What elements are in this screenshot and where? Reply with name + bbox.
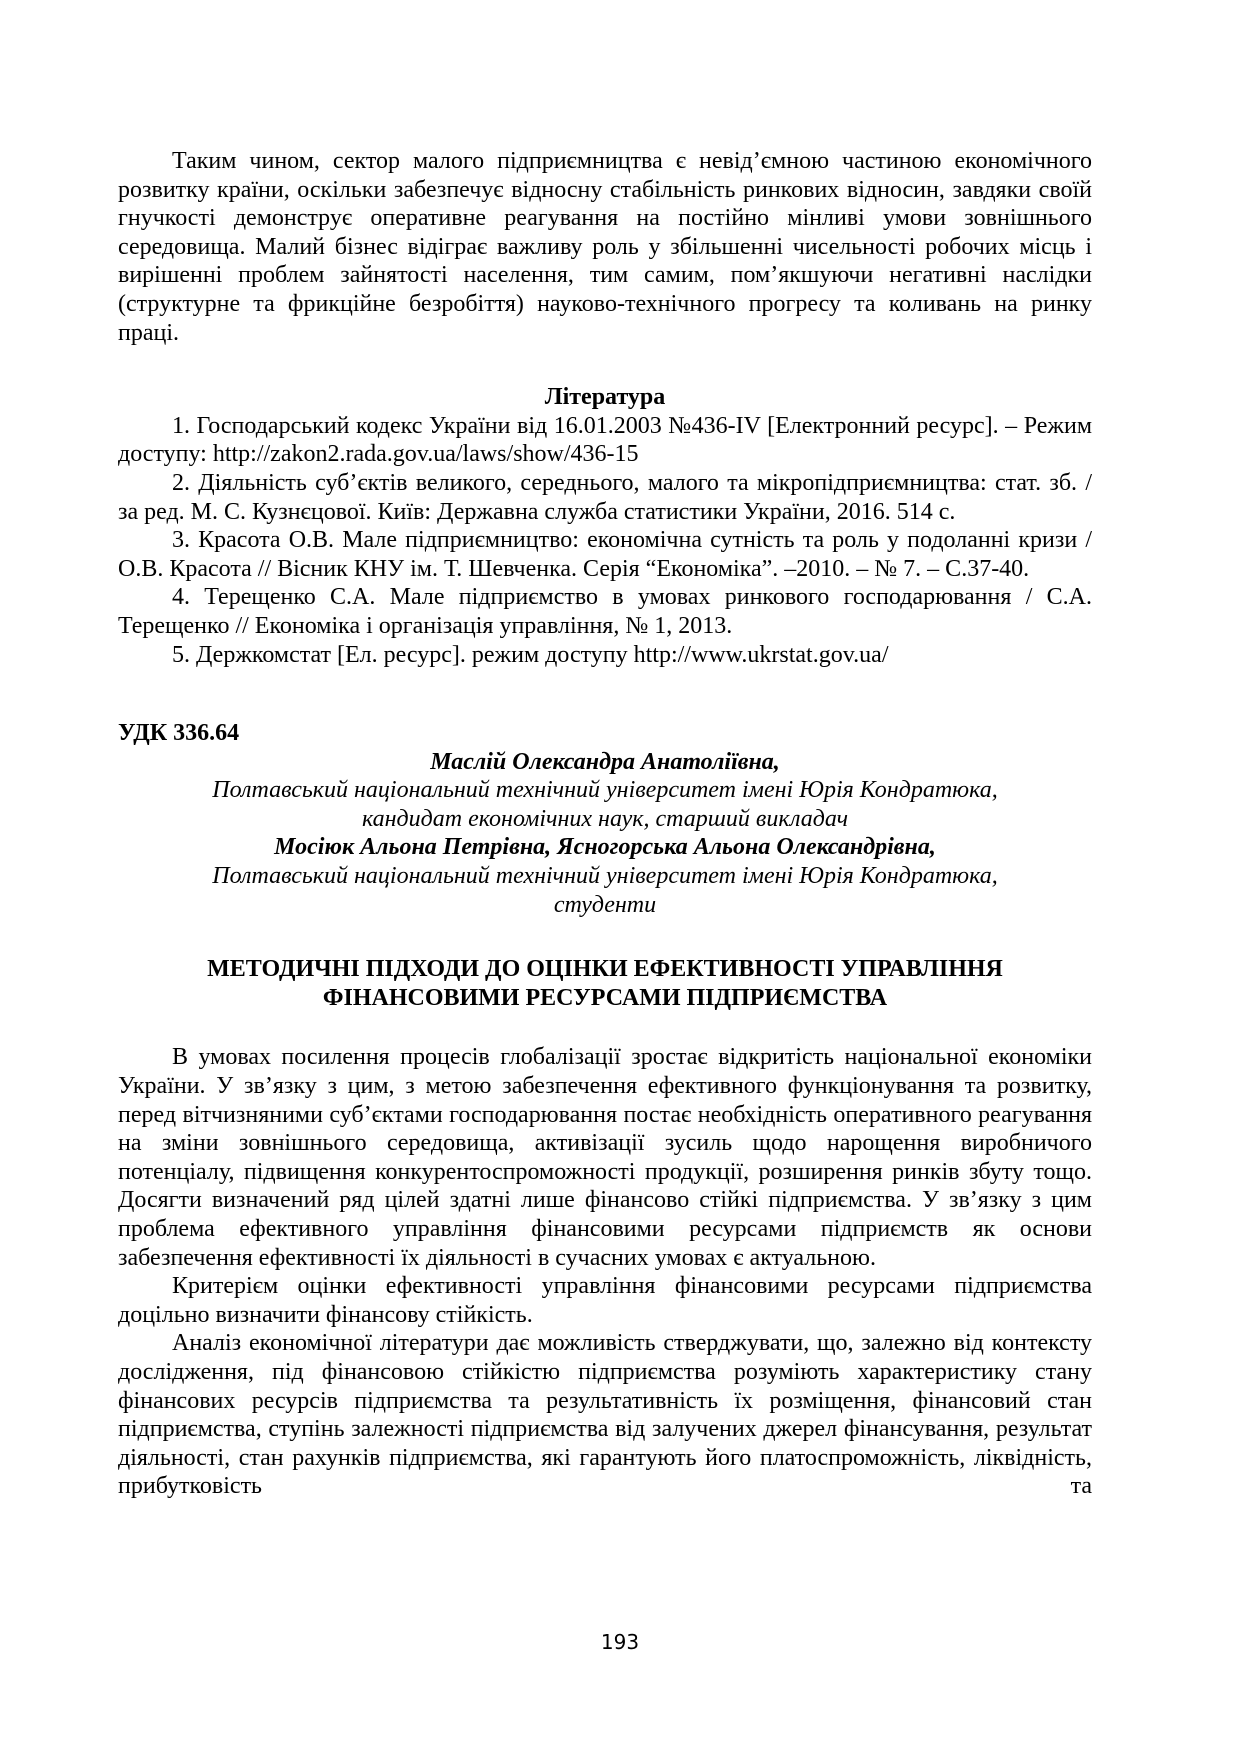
author-block: [118, 748, 1092, 920]
reference-item-4: 4. Терещенко С.А. Мале підприємство в умовах ринкового господарювання / С.А. Терещенко // Економіка і організація управління, № 1, 2013.: [118, 584, 1092, 639]
article-paragraph-3: Аналіз економічної літератури дає можливість стверджувати, що, залежно від контексту дослідження, під фінансовою стійкістю підприємства розуміють характеристику стану фінансових ресурсів підприємства та результативність їх розміщення, фінансовий стан підприємства, ступінь залежності підприємства від залучених джерел фінансування, результат діяльності, стан рахунків підприємства, які гарантують його платоспроможність, ліквідність, прибутковість та: [118, 1330, 1092, 1500]
article-paragraph-1: В умовах посилення процесів глобалізації зростає відкритість національної економіки України. У зв’язку з цим, з метою забезпечення ефективного функціонування та розвитку, перед вітчизняними суб’єктами господарювання постає необхідність оперативного реагування на зміни зовнішнього середовища, активізації зусиль щодо нарощення виробничого потенціалу, підвищення конкурентоспроможності продукції, розширення ринків збуту тощо. Досягти визначений ряд цілей здатні лише фінансово стійкі підприємства. У зв’язку з цим проблема ефективного управління фінансовими ресурсами підприємств як основи забезпечення ефективності їх діяльності в сучасних умовах є актуальною.: [118, 1044, 1092, 1271]
author-degree: кандидат економічних наук, старший викладач: [361, 805, 849, 832]
page-number: 193: [600, 1630, 640, 1654]
intro-paragraph: Таким чином, сектор малого підприємництва є невід’ємною частиною економічного розвитку країни, оскільки забезпечує відносну стабільність ринкових відносин, завдяки своїй гнучкості демонструє оперативне реагування на постійно мінливі умови зовнішнього середовища. Малий бізнес відіграє важливу роль у збільшенні чисельності робочих місць і вирішенні проблем зайнятості населення, тим самим, пом’якшуючи негативні наслідки (структурне та фрикційне безробіття) науково-технічного прогресу та коливань на ринку праці.: [118, 148, 1092, 346]
page-content: [118, 147, 1092, 1501]
author-name: Маслій Олександра Анатоліївна,: [430, 748, 780, 775]
reference-item-3: 3. Красота О.В. Мале підприємництво: економічна сутність та роль у подоланні кризи / О.В. Красота // Вісник КНУ ім. Т. Шевченка. Серія “Економіка”. –2010. – № 7. – С.37-40.: [118, 527, 1092, 582]
reference-item-2: 2. Діяльність суб’єктів великого, середнього, малого та мікропідприємництва: стат. зб. / за ред. М. С. Кузнєцової. Київ: Державна служба статистики України, 2016. 514 с.: [118, 469, 1092, 525]
reference-item-1: 1. Господарський кодекс України від 16.01.2003 №436-IV [Електронний ресурс]. – Режим доступу: http://zakon2.rada.gov.ua/laws/show/436-15: [118, 412, 1092, 468]
literature-heading: Література: [544, 384, 666, 411]
udk-code: УДК 336.64: [118, 720, 240, 747]
reference-item-5: 5. Держкомстат [Ел. ресурс]. режим доступу http://www.ukrstat.gov.ua/: [172, 641, 889, 668]
article-paragraph-2: Критерієм оцінки ефективності управління фінансовими ресурсами підприємства доцільно визначити фінансову стійкість.: [118, 1273, 1092, 1328]
author-name: Мосіюк Альона Петрівна, Ясногорська Альона Олександрівна,: [274, 834, 936, 861]
article-title: МЕТОДИЧНІ ПІДХОДИ ДО ОЦІНКИ ЕФЕКТИВНОСТІ УПРАВЛІННЯ ФІНАНСОВИМИ РЕСУРСАМИ ПІДПРИЄМСТВА: [207, 956, 1003, 1011]
author-affiliation: Полтавський національний технічний університет імені Юрія Кондратюка,: [212, 777, 998, 804]
author-affiliation: Полтавський національний технічний університет імені Юрія Кондратюка,: [212, 863, 998, 890]
author-status: студенти: [553, 891, 657, 918]
